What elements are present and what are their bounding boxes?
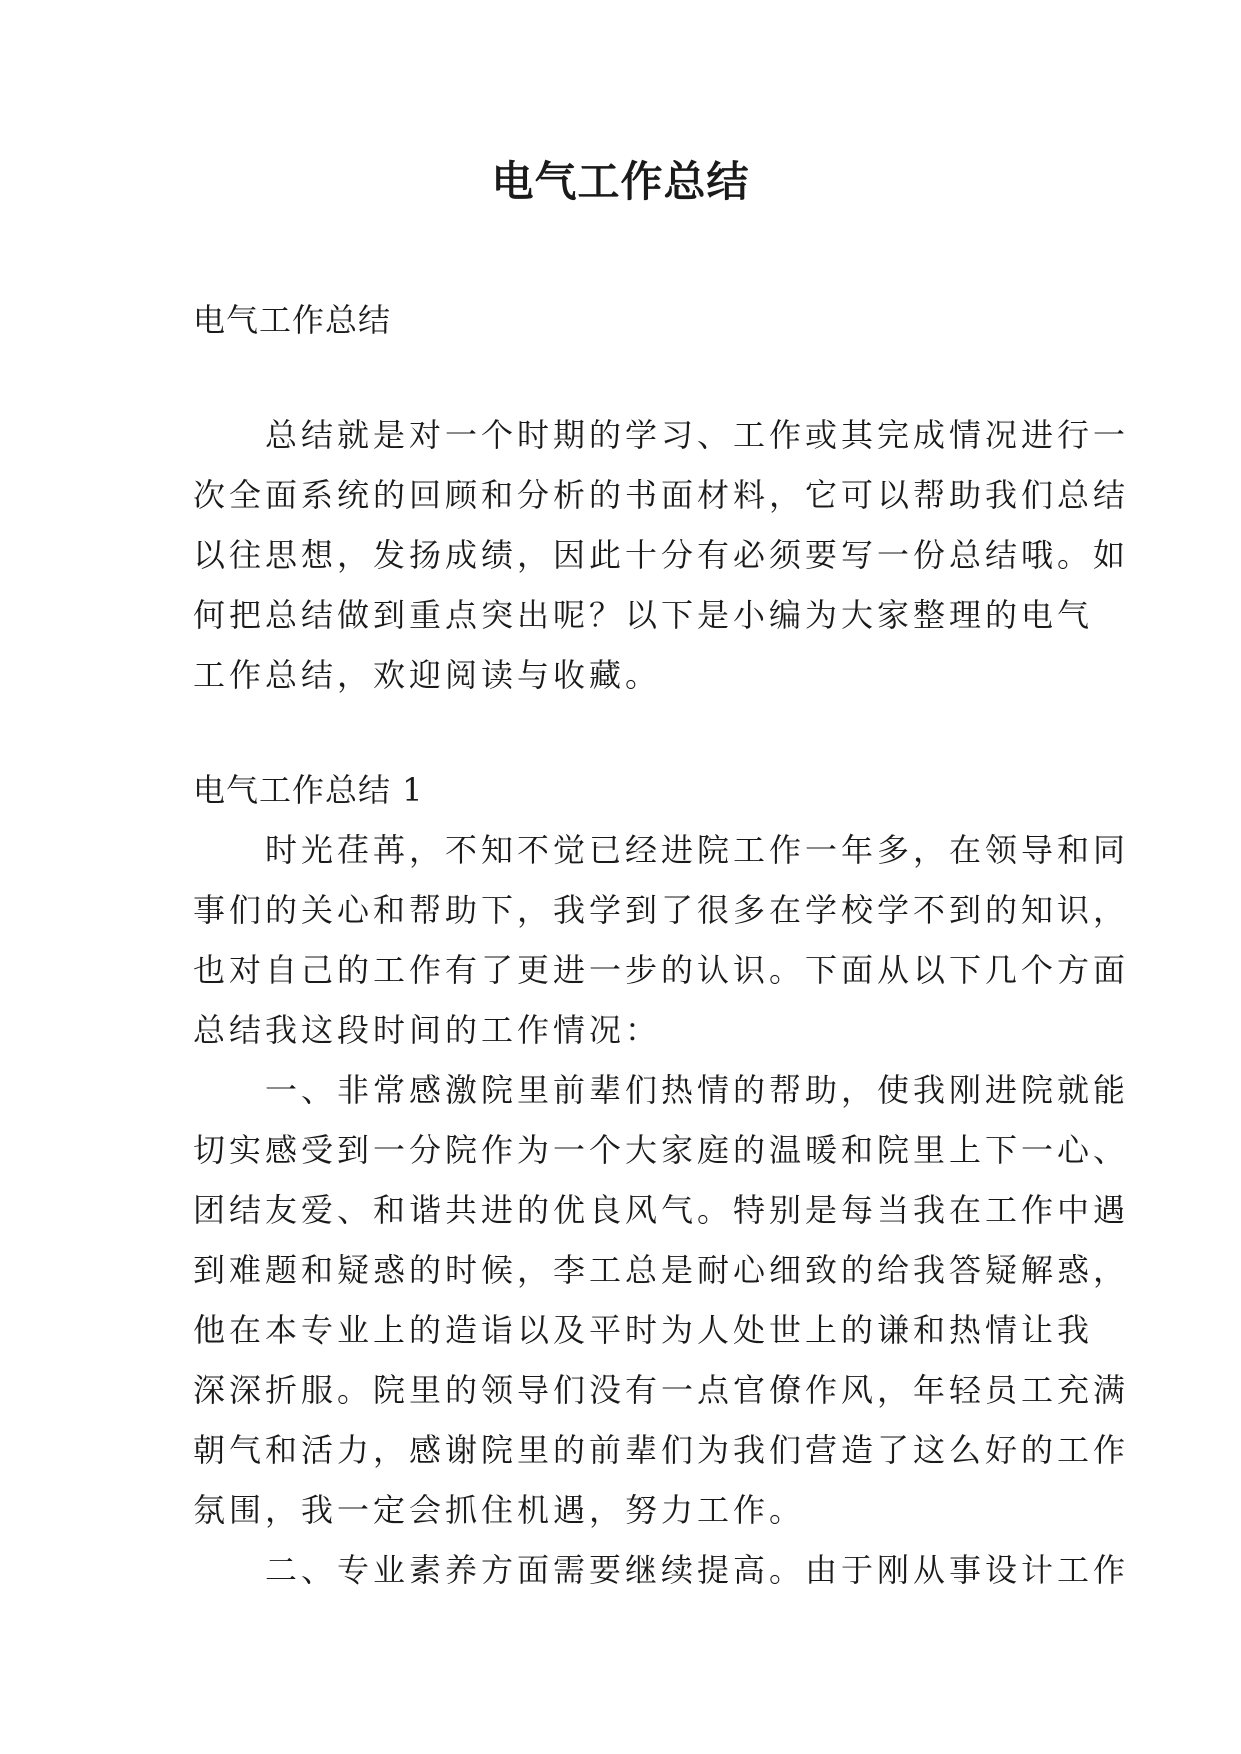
text-line: 总结就是对一个时期的学习、工作或其完成情况进行一 [193,416,1130,454]
text-line: 一、非常感激院里前辈们热情的帮助，使我刚进院就能 [193,1071,1130,1109]
paragraph-gap [193,350,1053,405]
text-line: 事们的关心和帮助下，我学到了很多在学校学不到的知识， [193,891,1130,929]
text-line: 也对自己的工作有了更进一步的认识。下面从以下几个方面 [193,951,1130,989]
document-title: 电气工作总结 [491,157,750,206]
text-line: 总结我这段时间的工作情况： [193,1011,662,1049]
text-line: 氛围，我一定会抓住机遇，努力工作。 [193,1491,806,1529]
text-line: 次全面系统的回顾和分析的书面材料，它可以帮助我们总结 [193,476,1130,514]
text-line: 何把总结做到重点突出呢？以下是小编为大家整理的电气 [193,596,1094,634]
section-heading: 电气工作总结 1 [193,771,424,809]
text-line: 深深折服。院里的领导们没有一点官僚作风，年轻员工充满 [193,1371,1130,1409]
text-line: 他在本专业上的造诣以及平时为人处世上的谦和热情让我 [193,1311,1094,1349]
text-line: 工作总结，欢迎阅读与收藏。 [193,656,662,694]
text-line: 切实感受到一分院作为一个大家庭的温暖和院里上下一心、 [193,1131,1130,1169]
document-subtitle: 电气工作总结 [193,301,392,339]
intro-paragraph [193,405,1130,705]
text-line: 二、专业素养方面需要继续提高。由于刚从事设计工作 [193,1551,1130,1589]
text-line: 以往思想，发扬成绩，因此十分有必须要写一份总结哦。如 [193,536,1130,574]
paragraph-gap [193,705,1053,760]
document-body [193,290,1130,1600]
text-line: 到难题和疑惑的时候，李工总是耐心细致的给我答疑解惑， [193,1251,1130,1289]
text-line: 时光荏苒，不知不觉已经进院工作一年多，在领导和同 [193,831,1130,869]
text-line: 团结友爱、和谐共进的优良风气。特别是每当我在工作中遇 [193,1191,1130,1229]
text-line: 朝气和活力，感谢院里的前辈们为我们营造了这么好的工作 [193,1431,1130,1469]
section-body [193,820,1130,1600]
